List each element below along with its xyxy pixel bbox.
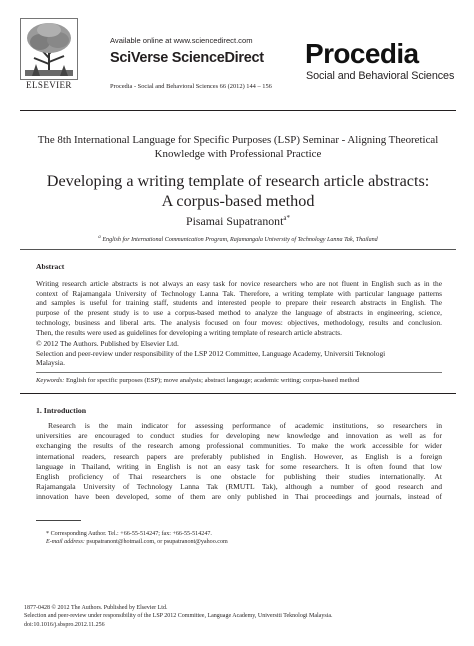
abstract-top-divider (20, 249, 456, 250)
platform-name: SciVerse ScienceDirect (110, 50, 264, 66)
abstract-line: purpose of the present study is to use a corpus-based method to analyze the language of abstracts in engineering, science, (36, 308, 442, 318)
intro-line: exchanging the results of the research among professional communities. To make the work accessible for wider (36, 441, 442, 451)
imprint-footer (24, 604, 454, 629)
keywords-list: English for specific purposes (ESP); move analysis; abstract langauge; academic writing; corpus-based method (64, 377, 360, 384)
intro-line: Research is the main indicator for assessing performance of academic institutions, so researchers in (48, 421, 442, 430)
intro-line: language in Thailand, writing in English is not an easy task for some researchers. It is often found that low (36, 461, 442, 471)
availability-notice: Available online at www.sciencedirect.com (110, 36, 253, 45)
keywords-label: Keywords: (36, 377, 65, 384)
copyright-block (36, 339, 442, 368)
footnote (46, 530, 228, 547)
journal-citation: Procedia - Social and Behavioral Sciences 66 (2012) 144 – 156 (110, 83, 272, 90)
intro-line: English proficiency of Thai researchers is one obstacle for publishing their studies internationally. At (36, 472, 442, 482)
issn-line: 1877-0428 © 2012 The Authors. Published by Elsevier Ltd. (24, 605, 168, 611)
abstract-line: Writing research article abstracts is not always an easy task for novice researchers who are not fluent in English such as in the (36, 279, 442, 288)
abstract-line: Then, the results were used as guidelines for developing a writing template of research article abstracts. (36, 327, 342, 337)
journal-subtitle: Social and Behavioral Sciences (306, 70, 455, 82)
keywords-divider (36, 372, 442, 373)
corresponding-author: * Corresponding Author. Tel.: +66-55-514247; fax: +66-55-514247. (46, 531, 212, 537)
author-marks: a* (283, 214, 290, 223)
email-line (46, 538, 228, 546)
publisher-name: ELSEVIER (26, 80, 72, 90)
intro-line: international readers, research papers are preferably published in English. However, as English is a foreign (36, 451, 442, 461)
peer-review-line: Selection and peer-review under responsibility of the LSP 2012 Committee, Language Academy, Universiti Teknologi (36, 348, 386, 358)
peer-review-footer: Selection and peer-review under responsibility of the LSP 2012 Committee, Language Academy, Universiti Teknologi Malaysia. (24, 613, 333, 620)
elsevier-tree-icon (20, 18, 78, 80)
intro-body (36, 421, 442, 503)
abstract-heading: Abstract (36, 262, 65, 271)
copyright-line: © 2012 The Authors. Published by Elsevier Ltd. (36, 339, 179, 348)
keywords (36, 377, 442, 384)
email-label: E-mail address: (46, 539, 85, 546)
abstract-body (36, 279, 442, 337)
email-address: psupatranont@hotmail.com, or psupatranont@yahoo.com (84, 539, 228, 546)
abstract-line: context of Rajamangala University of Technology Lanna Tak. Therefore, a writing template with particular language patterns (36, 288, 442, 298)
affiliation: $^a$ English for International Communication Program, Rajamangala University of Technology Lanna Tak, Thailand (98, 235, 378, 244)
abstract-bottom-divider (20, 393, 456, 394)
paper-title: Developing a writing template of research article abstracts: A corpus-based method (46, 172, 430, 210)
journal-logo-text: Procedia (305, 38, 419, 69)
author-name: Pisamai Supatranont (186, 214, 284, 228)
header-divider (20, 110, 456, 111)
conference-name: The 8th International Language for Specific Purposes (LSP) Seminar - Aligning Theoretical Knowledge with Professional Practice (37, 134, 439, 160)
footnote-divider (36, 520, 81, 521)
author-line (20, 214, 456, 229)
intro-line: Rajamangala University of Technology Lanna Tak (RMUTL Tak), although a number of good research and (36, 482, 442, 492)
doi-line: doi:10.1016/j.sbspro.2012.11.256 (24, 621, 105, 628)
section-heading: 1. Introduction (36, 406, 87, 415)
abstract-line: technology, business and liberal arts. The analysis focused on four moves: objectives, methodology, results and conclusion. (36, 317, 442, 327)
intro-line: universities are encouraged to conduct studies for developing new knowledge and innovation as well as for (36, 431, 442, 441)
intro-line: innovation have been developed, some of them are only published in Thai proceedings and journals, instead of (36, 492, 442, 502)
abstract-line: and samples is useful for training staff, students and interested people to prepare their research abstracts in English. The (36, 298, 442, 308)
peer-review-line: Malaysia. (36, 358, 65, 368)
